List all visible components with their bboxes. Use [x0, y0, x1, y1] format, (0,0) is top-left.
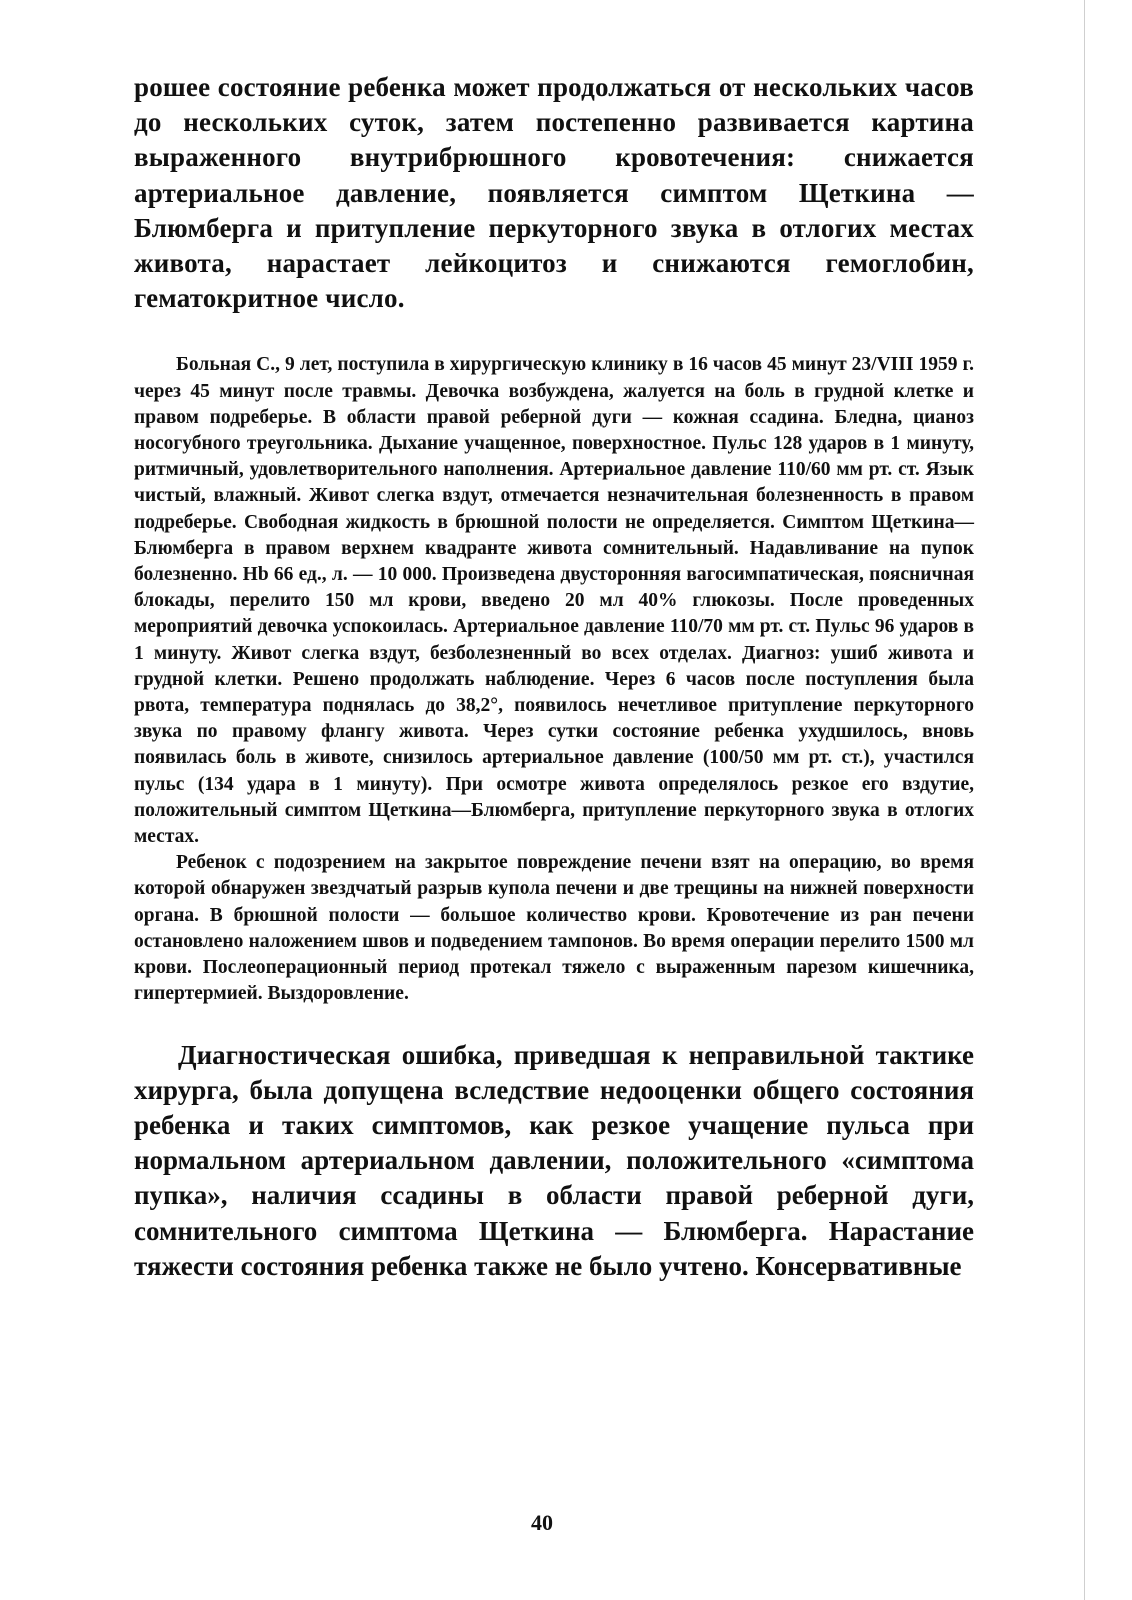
page-number: 40	[531, 1510, 553, 1535]
case-report-paragraph-2: Ребенок с подозрением на закрытое повреждение печени взят на операцию, во время которой обнаружен звездчатый разрыв купола печени и две трещины на нижней поверхности органа. В брюшной полости — большое количество крови. Кровотечение из ран печени остановлено наложением швов и подведением тампонов. Во время операции перелито 1500 мл крови. Послеоперационный период протекал тяжело с выраженным парезом кишечника, гипертермией. Выздоровление.	[134, 852, 974, 1005]
page-body	[134, 70, 974, 1284]
intro-paragraph: рошее состояние ребенка может продолжаться от нескольких часов до нескольких суток, затем постепенно развивается картина выраженного внутрибрюшного кровотечения: снижается артериальное давление, появляется симптом Щеткина — Блюмберга и притупление перкуторного звука в отлогих местах живота, нарастает лейкоцитоз и снижаются гемоглобин, гематокритное число.	[134, 72, 974, 314]
case-report-paragraph-1: Больная С., 9 лет, поступила в хирургическую клинику в 16 часов 45 минут 23/VIII 1959 г. через 45 минут после травмы. Девочка возбуждена, жалуется на боль в грудной клетке и правом подреберье. В области правой реберной дуги — кожная ссадина. Бледна, цианоз носогубного треугольника. Дыхание учащенное, поверхностное. Пульс 128 ударов в 1 минуту, ритмичный, удовлетворительного наполнения. Артериальное давление 110/60 мм рт. ст. Язык чистый, влажный. Живот слегка вздут, отмечается незначительная болезненность в правом подреберье. Свободная жидкость в брюшной полости не определяется. Симптом Щеткина—Блюмберга в правом верхнем квадранте живота сомнительный. Надавливание на пупок болезненно. Hb 66 ед., л. — 10 000. Произведена двусторонняя вагосимпатическая, поясничная блокады, перелито 150 мл крови, введено 20 мл 40% глюкозы. После проведенных мероприятий девочка успокоилась. Артериальное давление 110/70 мм рт. ст. Пульс 96 ударов в 1 минуту. Живот слегка вздут, безболезненный во всех отделах. Диагноз: ушиб живота и грудной клетки. Решено продолжать наблюдение. Через 6 часов после поступления была рвота, температура поднялась до 38,2°, появилось нечетливое притупление перкуторного звука по правому флангу живота. Через сутки состояние ребенка ухудшилось, вновь появилась боль в животе, снизилось артериальное давление (100/50 мм рт. ст.), участился пульс (134 удара в 1 минуту). При осмотре живота определялось резкое его вздутие, положительный симптом Щеткина—Блюмберга, притупление перкуторного звука в отлогих местах.	[134, 354, 974, 848]
page-edge-rule	[1084, 0, 1085, 1600]
case-report	[134, 352, 974, 1007]
conclusion-paragraph: Диагностическая ошибка, приведшая к неправильной тактике хирурга, была допущена вследствие недооценки общего состояния ребенка и таких симптомов, как резкое учащение пульса при нормальном артериальном давлении, положительного «симптома пупка», наличия ссадины в области правой реберной дуги, сомнительного симптома Щеткина — Блюмберга. Нарастание тяжести состояния ребенка также не было учтено. Консервативные	[134, 1039, 974, 1281]
